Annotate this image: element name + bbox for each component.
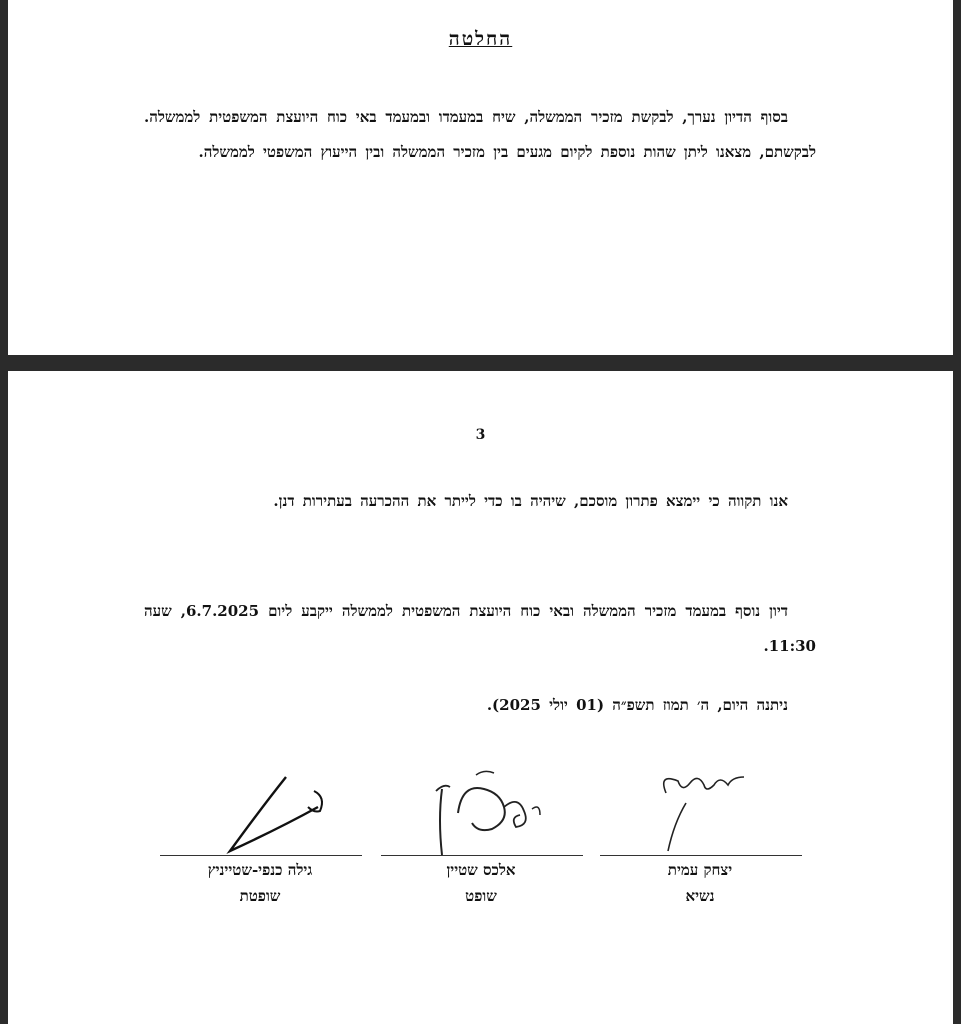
signature-knafi-steinitz xyxy=(218,767,338,857)
decision-title: החלטה xyxy=(448,28,513,50)
decision-paragraph: בסוף הדיון נערך, לבקשת מזכיר הממשלה, שיח במעמדו ובמעמד באי כוח היועצת המשפטית לממשלה. לבקשתם, מצאנו ליתן שהות נוספת לקיום מגעים בין מזכיר הממשלה ובין הייעוץ המשפטי לממשלה. xyxy=(144,108,816,161)
judge-name-amit: יצחק עמית xyxy=(667,861,733,879)
judge-role-amit: נשיא xyxy=(685,887,715,905)
judge-role-knafi-steinitz: שופטת xyxy=(239,887,281,905)
hope-paragraph: אנו תקווה כי יימצא פתרון מוסכם, שיהיה בו כדי לייתר את ההכרעה בעתירות דנן. xyxy=(273,492,788,510)
signature-stein xyxy=(428,759,548,859)
given-date-line: ניתנה היום, ה׳ תמוז תשפ״ה (01 יולי 2025). xyxy=(486,696,788,714)
hearing-paragraph: דיון נוסף במעמד מזכיר הממשלה ובאי כוח היועצת המשפטית לממשלה ייקבע ליום 6.7.2025, שעה 11:30. xyxy=(144,602,816,655)
signature-amit xyxy=(648,763,758,855)
signature-line-amit xyxy=(600,855,802,856)
judge-name-stein: אלכס שטיין xyxy=(446,861,516,879)
signature-line-stein xyxy=(381,855,583,856)
signature-line-knafi-steinitz xyxy=(160,855,362,856)
judge-role-stein: שופט xyxy=(465,887,497,905)
page-number: 3 xyxy=(475,427,486,443)
judge-name-knafi-steinitz: גילה כנפי-שטייניץ xyxy=(207,861,313,879)
document-page-1 xyxy=(8,0,953,355)
document-page-2 xyxy=(8,371,953,1024)
